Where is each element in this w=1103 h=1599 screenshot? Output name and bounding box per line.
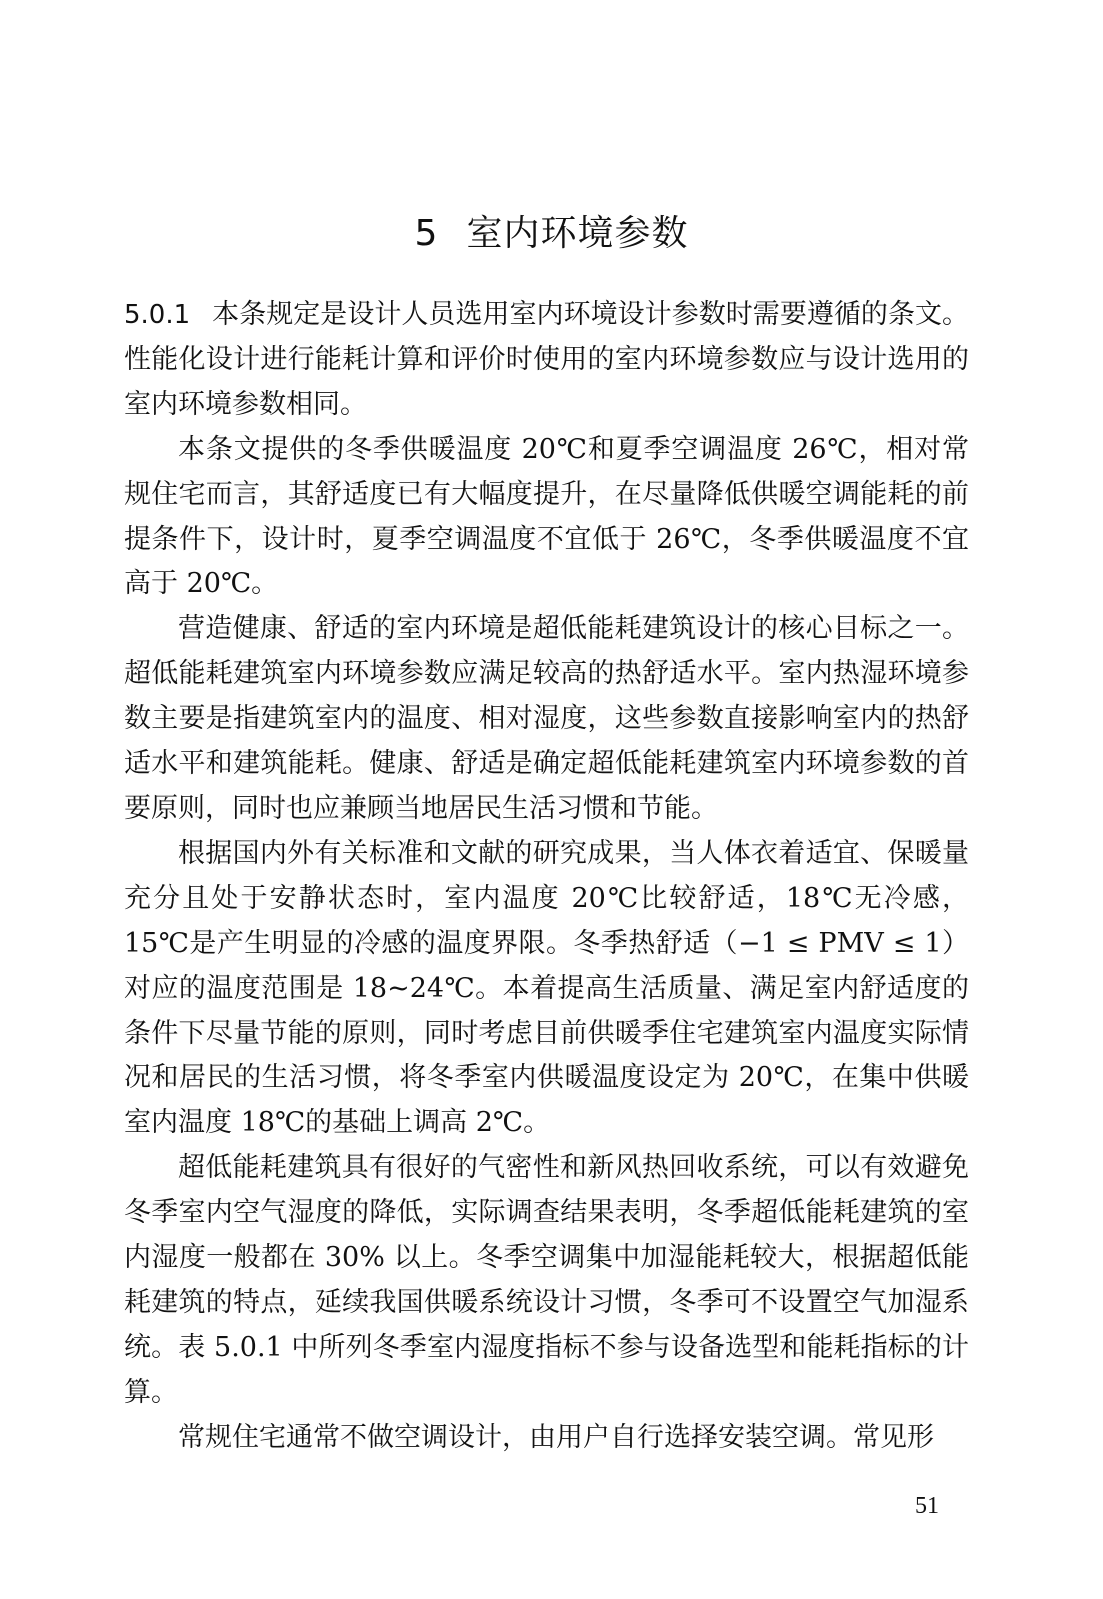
clause-number: 5.0.1 [124,300,191,330]
clause-text: 本条规定是设计人员选用室内环境设计参数时需要遵循的条文。性能化设计进行能耗计算和评价时使用的室内环境参数应与设计选用的室内环境参数相同。 [124,299,969,420]
chapter-title [0,205,1103,256]
page-number: 51 [915,1493,939,1519]
chapter-title-text: 室内环境参数 [466,213,689,254]
paragraph-1: 本条文提供的冬季供暖温度 20℃和夏季空调温度 26℃，相对常规住宅而言，其舒适度已有大幅度提升，在尽量降低供暖空调能耗的前提条件下，设计时，夏季空调温度不宜低于 26℃，冬季供暖温度不宜高于 20℃。 [124,433,969,600]
chapter-number: 5 [414,213,439,254]
clause-paragraph [124,293,969,428]
paragraph-3: 根据国内外有关标准和文献的研究成果，当人体衣着适宜、保暖量充分且处于安静状态时，室内温度 20℃比较舒适，18℃无冷感，15℃是产生明显的冷感的温度界限。冬季热舒适（−1 ≤ PMV ≤ 1）对应的温度范围是 18~24℃。本着提高生活质量、满足室内舒适度的条件下尽量节能的原则，同时考虑目前供暖季住宅建筑室内温度实际情况和居民的生活习惯，将冬季室内供暖温度设定为 20℃，在集中供暖室内温度 18℃的基础上调高 2℃。 [124,837,969,1139]
paragraph-4: 超低能耗建筑具有很好的气密性和新风热回收系统，可以有效避免冬季室内空气湿度的降低，实际调查结果表明，冬季超低能耗建筑的室内湿度一般都在 30% 以上。冬季空调集中加湿能耗较大，根据超低能耗建筑的特点，延续我国供暖系统设计习惯，冬季可不设置空气加湿系统。表 5.0.1 中所列冬季室内湿度指标不参与设备选型和能耗指标的计算。 [124,1152,969,1408]
paragraph-2: 营造健康、舒适的室内环境是超低能耗建筑设计的核心目标之一。超低能耗建筑室内环境参数应满足较高的热舒适水平。室内热湿环境参数主要是指建筑室内的温度、相对湿度，这些参数直接影响室内的热舒适水平和建筑能耗。健康、舒适是确定超低能耗建筑室内环境参数的首要原则，同时也应兼顾当地居民生活习惯和节能。 [124,613,969,824]
body-text [124,293,969,1461]
paragraph-5: 常规住宅通常不做空调设计，由用户自行选择安装空调。常见形 [178,1421,934,1453]
